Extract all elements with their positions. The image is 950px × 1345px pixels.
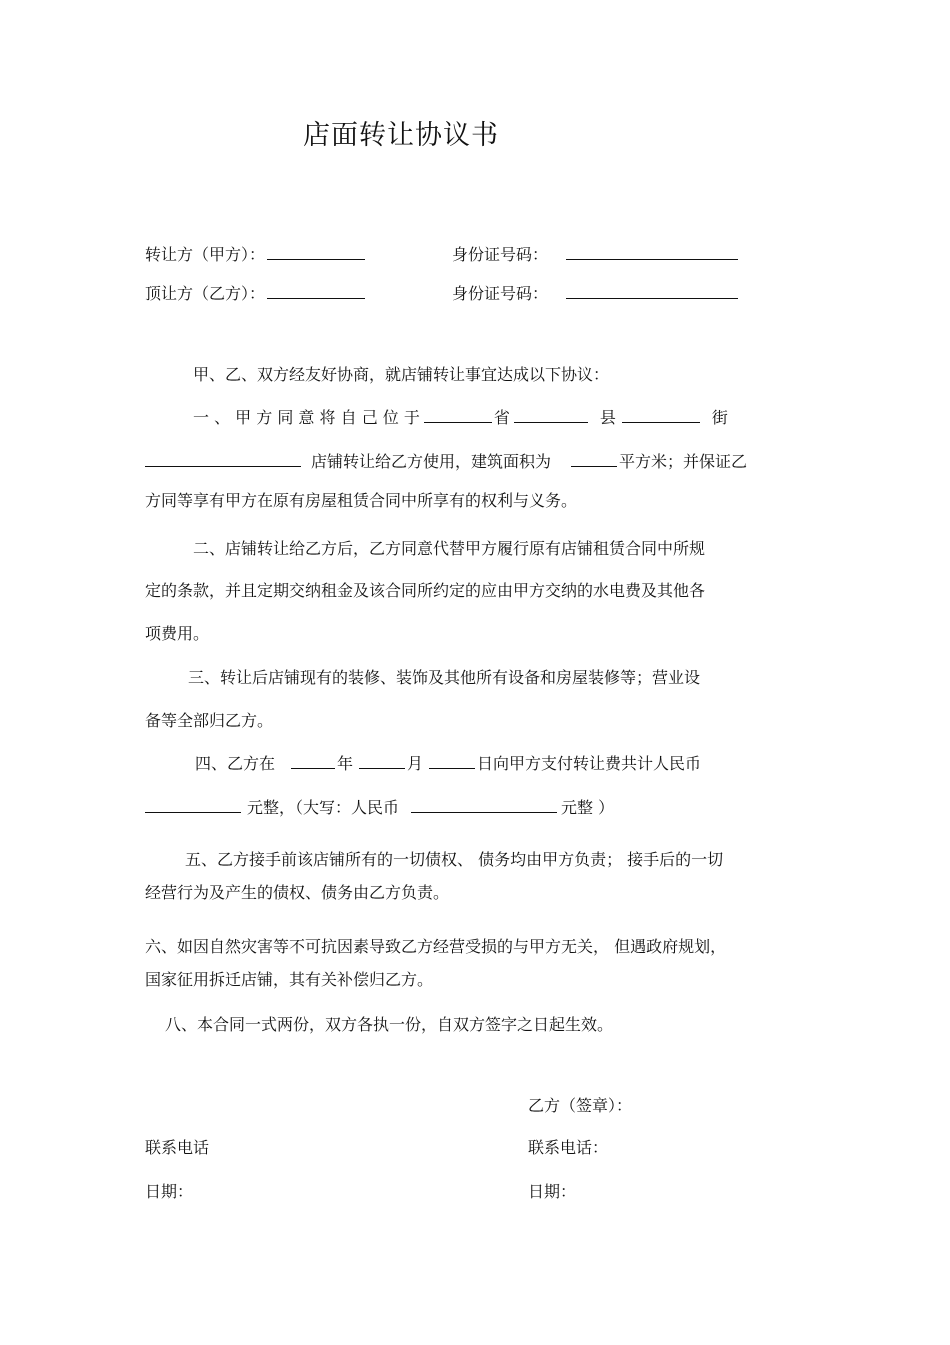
clause1-line2 (145, 454, 747, 470)
date-right-label: 日期： (528, 1182, 577, 1201)
clause2-line1: 二、店铺转让给乙方后，乙方同意代替甲方履行原有店铺租赁合同中所规 (193, 539, 706, 558)
clause4-capital-blank (411, 811, 557, 813)
clause1-province-label: 省 (493, 408, 510, 427)
clause4-month-blank (359, 767, 405, 769)
clause1-area-text: 店铺转让给乙方使用，建筑面积为 (311, 452, 552, 471)
clause1-area-blank (571, 465, 617, 467)
clause1-line1 (193, 410, 728, 426)
transferee-line (145, 286, 367, 302)
clause1-prefix: 一 、 甲 方 同 意 将 自 己 位 于 (193, 408, 420, 427)
clause6-line1: 六、如因自然灾害等不可抗因素导致乙方经营受损的与甲方无关， 但遇政府规划， (145, 937, 727, 956)
transferee-id-line (452, 286, 740, 302)
clause1-county-blank (514, 421, 588, 423)
party-b-signature-label: 乙方（签章）： (528, 1096, 633, 1115)
clause2-line3: 项费用。 (145, 624, 210, 643)
transferee-label: 顶让方（乙方）： (145, 284, 266, 303)
phone-right-label: 联系电话： (528, 1138, 609, 1157)
transferee-blank (267, 297, 365, 299)
clause4-year-label: 年 (337, 754, 354, 773)
clause1-area-unit: 平方米；并保证乙 (619, 452, 748, 471)
transferor-id-label: 身份证号码： (452, 245, 549, 264)
clause4-prefix: 四、乙方在 (195, 754, 276, 773)
transferee-id-label: 身份证号码： (452, 284, 549, 303)
clause1-county-label: 县 (599, 408, 616, 427)
clause4-line2 (145, 800, 614, 816)
clause4-day-text: 日向甲方支付转让费共计人民币 (477, 754, 702, 773)
clause2-line2: 定的条款，并且定期交纳租金及该合同所约定的应由甲方交纳的水电费及其他各 (145, 581, 706, 600)
transferor-label: 转让方（甲方）： (145, 245, 266, 264)
document-title: 店面转让协议书 (303, 120, 499, 151)
phone-left-label: 联系电话 (145, 1138, 210, 1157)
clause3-line2: 备等全部归乙方。 (145, 711, 274, 730)
clause4-line1 (195, 756, 701, 772)
clause6-line2: 国家征用拆迁店铺，其有关补偿归乙方。 (145, 970, 434, 989)
clause5-line2: 经营行为及产生的债权、债务由乙方负责。 (145, 883, 450, 902)
clause5-line1: 五、乙方接手前该店铺所有的一切债权、 债务均由甲方负责； 接手后的一切 (185, 850, 724, 869)
transferor-blank (267, 258, 365, 260)
date-left-label: 日期： (145, 1182, 194, 1201)
clause4-month-label: 月 (407, 754, 424, 773)
transferor-id-line (452, 247, 740, 263)
clause1-street-label: 街 (711, 408, 728, 427)
transferor-line (145, 247, 367, 263)
clause1-line3: 方同等享有甲方在原有房屋租赁合同中所享有的权利与义务。 (145, 491, 578, 510)
clause1-province-blank (424, 421, 492, 423)
clause4-amount-blank (145, 811, 241, 813)
clause4-yuan-end: 元整 ） (561, 798, 615, 817)
transferor-id-blank (566, 258, 738, 260)
intro-paragraph: 甲、乙、双方经友好协商，就店铺转让事宜达成以下协议： (193, 365, 610, 384)
clause3-line1: 三、转让后店铺现有的装修、装饰及其他所有设备和房屋装修等；营业设 (188, 668, 701, 687)
clause8-paragraph: 八、本合同一式两份，双方各执一份，自双方签字之日起生效。 (165, 1015, 614, 1034)
clause1-address-blank (145, 465, 301, 467)
clause4-year-blank (291, 767, 335, 769)
transferee-id-blank (566, 297, 738, 299)
clause4-yuan-text: 元整，（大写：人民币 (247, 798, 400, 817)
clause1-street-blank (622, 421, 700, 423)
clause4-day-blank (429, 767, 475, 769)
